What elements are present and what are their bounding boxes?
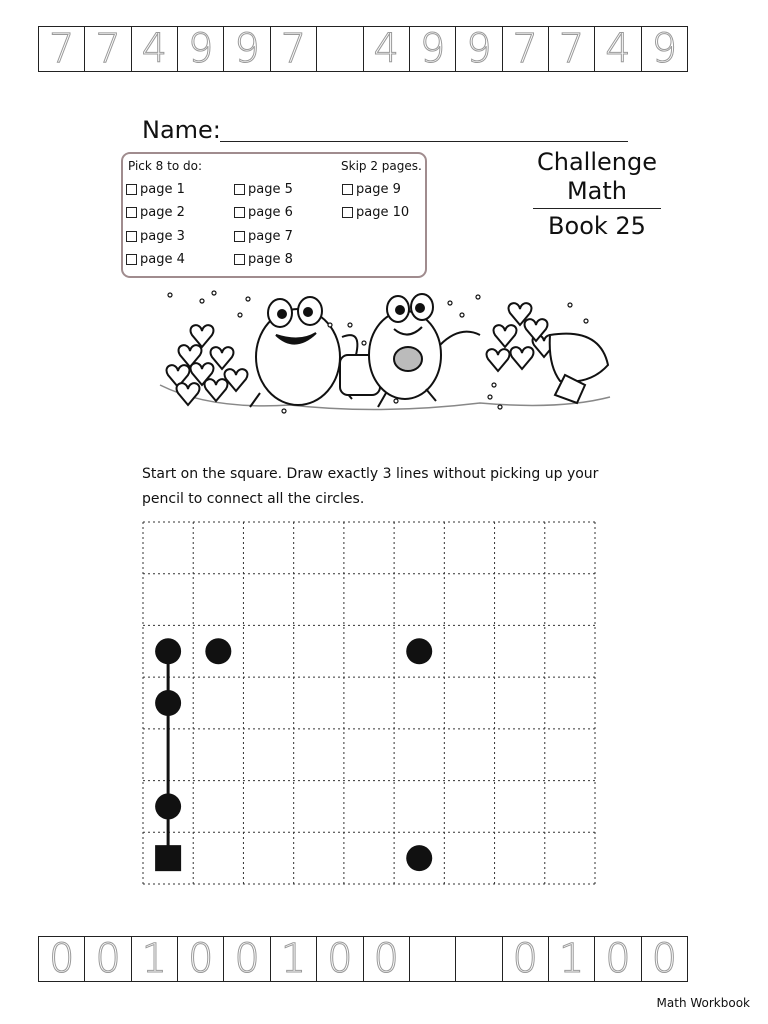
checkbox-label: page 7 xyxy=(248,229,293,244)
checkbox-icon[interactable] xyxy=(126,231,137,242)
trace-cell: 9 xyxy=(224,27,270,71)
puzzle-canvas[interactable] xyxy=(142,521,596,885)
trace-cell: 7 xyxy=(549,27,595,71)
trace-cell: 7 xyxy=(503,27,549,71)
trace-cell: 9 xyxy=(456,27,502,71)
trace-cell: 1 xyxy=(132,937,178,981)
page-2-checkbox[interactable] xyxy=(126,205,185,220)
trace-cell xyxy=(456,937,502,981)
puzzle-circle xyxy=(406,638,432,664)
trace-cell: 9 xyxy=(651,26,678,72)
page-6-checkbox[interactable] xyxy=(234,205,293,220)
trace-cell: 0 xyxy=(651,936,678,982)
puzzle-circle xyxy=(155,690,181,716)
trace-cell: 4 xyxy=(132,27,178,71)
checkbox-icon[interactable] xyxy=(234,231,245,242)
title-math: Math xyxy=(566,177,628,205)
trace-cell: 1 xyxy=(549,937,595,981)
trace-cell: 0 xyxy=(595,937,641,981)
footer-label: Math Workbook xyxy=(656,996,750,1010)
checkbox-icon[interactable] xyxy=(126,184,137,195)
checkbox-icon[interactable] xyxy=(234,207,245,218)
checkbox-icon[interactable] xyxy=(342,184,353,195)
trace-cell: 0 xyxy=(317,937,363,981)
page-7-checkbox[interactable] xyxy=(234,229,293,244)
start-square xyxy=(155,845,181,871)
page-10-checkbox[interactable] xyxy=(342,205,409,220)
page-5-checkbox[interactable] xyxy=(234,182,293,197)
checkbox-label: page 6 xyxy=(248,205,293,220)
trace-cell: 7 xyxy=(39,27,85,71)
checkbox-label: page 4 xyxy=(140,252,185,267)
checkbox-icon[interactable] xyxy=(234,184,245,195)
dot-puzzle-grid[interactable] xyxy=(142,521,596,885)
trace-cell: 0 xyxy=(39,937,85,981)
checkbox-label: page 3 xyxy=(140,229,185,244)
trace-cell: 0 xyxy=(85,937,131,981)
checkbox-icon[interactable] xyxy=(342,207,353,218)
page-3-checkbox[interactable] xyxy=(126,229,185,244)
trace-cell: 0 xyxy=(178,937,224,981)
checkbox-label: page 1 xyxy=(140,182,185,197)
trace-cell: 0 xyxy=(503,937,549,981)
workbook-title xyxy=(530,148,664,241)
page-1-checkbox[interactable] xyxy=(126,182,185,197)
page-8-checkbox[interactable] xyxy=(234,252,293,267)
checkbox-icon[interactable] xyxy=(126,254,137,265)
page-checklist-box xyxy=(121,152,427,278)
page-9-checkbox[interactable] xyxy=(342,182,401,197)
title-challenge: Challenge xyxy=(537,148,657,176)
trace-cell: 0 xyxy=(224,937,270,981)
checklist-skip-note: Skip 2 pages. xyxy=(341,159,422,173)
name-write-line[interactable] xyxy=(220,141,628,142)
trace-cell xyxy=(410,937,456,981)
checkbox-icon[interactable] xyxy=(126,207,137,218)
checkbox-label: page 8 xyxy=(248,252,293,267)
title-book-number: Book 25 xyxy=(548,212,646,240)
page-4-checkbox[interactable] xyxy=(126,252,185,267)
bottom-tracing-row xyxy=(38,936,688,982)
puzzle-circle xyxy=(155,638,181,664)
checkbox-label: page 9 xyxy=(356,182,401,197)
checkbox-label: page 10 xyxy=(356,205,410,220)
checkbox-icon[interactable] xyxy=(234,254,245,265)
monsters-hearts-illustration xyxy=(150,285,620,425)
puzzle-instructions: Start on the square. Draw exactly 3 lines without picking up your pencil to connect all the circles. xyxy=(142,466,599,507)
name-label: Name: xyxy=(142,116,221,144)
top-tracing-row xyxy=(38,26,688,72)
puzzle-circle xyxy=(406,845,432,871)
title-divider xyxy=(533,208,661,209)
trace-cell: 4 xyxy=(364,27,410,71)
trace-cell: 7 xyxy=(271,27,317,71)
trace-cell: 4 xyxy=(595,27,641,71)
trace-cell: 0 xyxy=(364,937,410,981)
checkbox-label: page 5 xyxy=(248,182,293,197)
trace-cell: 1 xyxy=(271,937,317,981)
trace-cell xyxy=(317,27,363,71)
puzzle-circle xyxy=(205,638,231,664)
checklist-instruction: Pick 8 to do: xyxy=(128,159,202,173)
trace-cell: 7 xyxy=(85,27,131,71)
puzzle-circle xyxy=(155,793,181,819)
trace-cell: 9 xyxy=(178,27,224,71)
checkbox-label: page 2 xyxy=(140,205,185,220)
trace-cell: 9 xyxy=(410,27,456,71)
